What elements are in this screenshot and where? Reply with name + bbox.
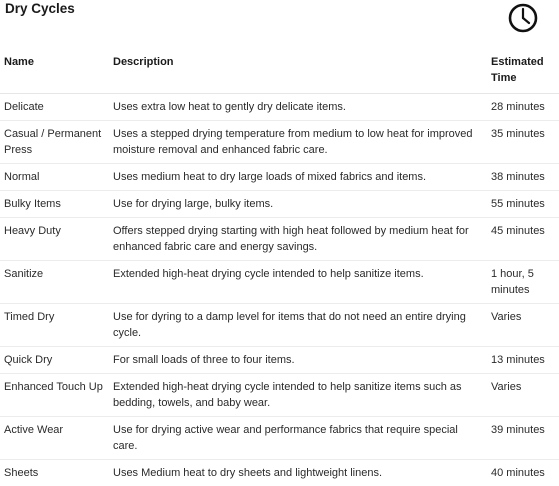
table-row [0, 374, 559, 417]
cycle-time: Varies [487, 374, 559, 417]
table-header-row [0, 44, 559, 94]
cycle-name: Normal [0, 164, 109, 191]
table-row [0, 417, 559, 460]
cycle-name: Enhanced Touch Up [0, 374, 109, 417]
cycle-name: Quick Dry [0, 347, 109, 374]
cycle-description: Extended high-heat drying cycle intended to help sanitize items such as bedding, towels, and baby wear. [109, 374, 487, 417]
cycle-time: 38 minutes [487, 164, 559, 191]
cycle-description: Offers stepped drying starting with high heat followed by medium heat for enhanced fabric care and energy savings. [109, 218, 487, 261]
table-row [0, 94, 559, 121]
table-row [0, 460, 559, 486]
table-row [0, 191, 559, 218]
cycle-name: Active Wear [0, 417, 109, 460]
cycle-name: Sanitize [0, 261, 109, 304]
cycle-name: Casual / Permanent Press [0, 121, 109, 164]
table-row [0, 218, 559, 261]
cycle-description: For small loads of three to four items. [109, 347, 487, 374]
cycle-time: 28 minutes [487, 94, 559, 121]
cycle-name: Bulky Items [0, 191, 109, 218]
cycle-time: 1 hour, 5 minutes [487, 261, 559, 304]
cycle-description: Uses extra low heat to gently dry delicate items. [109, 94, 487, 121]
table-row [0, 347, 559, 374]
cycle-name: Delicate [0, 94, 109, 121]
table-row [0, 261, 559, 304]
cycle-description: Uses medium heat to dry large loads of mixed fabrics and items. [109, 164, 487, 191]
cycle-time: 13 minutes [487, 347, 559, 374]
cycle-name: Heavy Duty [0, 218, 109, 261]
cycle-description: Use for drying active wear and performance fabrics that require special care. [109, 417, 487, 460]
cycle-time: 45 minutes [487, 218, 559, 261]
cycle-time: 40 minutes [487, 460, 559, 486]
page-title: Dry Cycles [5, 1, 75, 16]
cycle-name: Timed Dry [0, 304, 109, 347]
cycle-description: Use for drying large, bulky items. [109, 191, 487, 218]
cycle-time: 39 minutes [487, 417, 559, 460]
dry-cycles-table [0, 44, 559, 486]
column-header-description: Description [109, 44, 487, 94]
table-row [0, 304, 559, 347]
clock-icon [508, 3, 538, 33]
table-row [0, 164, 559, 191]
cycle-name: Sheets [0, 460, 109, 486]
table-row [0, 121, 559, 164]
column-header-estimated-time: Estimated Time [487, 44, 559, 94]
column-header-name: Name [0, 44, 109, 94]
cycle-time: 35 minutes [487, 121, 559, 164]
cycle-description: Uses a stepped drying temperature from medium to low heat for improved moisture removal and enhanced fabric care. [109, 121, 487, 164]
cycle-description: Extended high-heat drying cycle intended to help sanitize items. [109, 261, 487, 304]
cycle-description: Uses Medium heat to dry sheets and lightweight linens. [109, 460, 487, 486]
cycle-time: Varies [487, 304, 559, 347]
cycle-description: Use for dyring to a damp level for items that do not need an entire drying cycle. [109, 304, 487, 347]
cycle-time: 55 minutes [487, 191, 559, 218]
